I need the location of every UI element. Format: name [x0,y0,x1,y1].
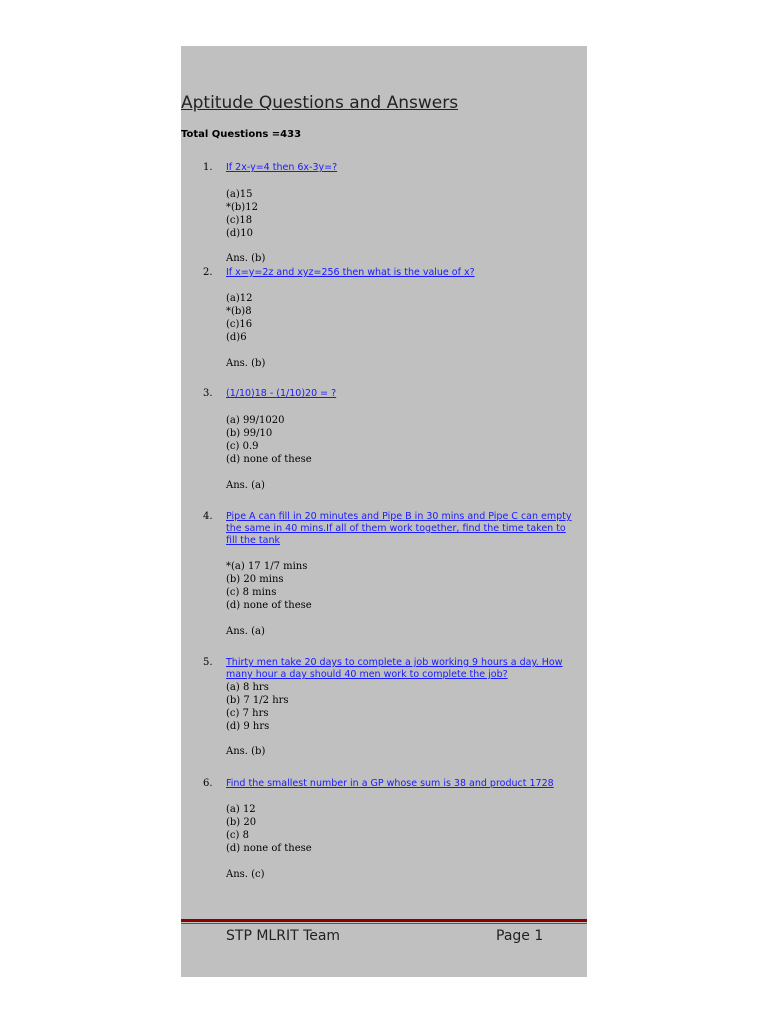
footer-rule [181,919,587,922]
options-list [226,414,312,466]
footer-rule-thin [181,923,587,924]
option-c: (c) 0.9 [226,441,259,452]
options-list [226,803,312,855]
option-a: (a) 8 hrs [226,682,269,693]
document-title: Aptitude Questions and Answers [181,93,459,113]
option-c: (c) 8 [226,830,249,841]
option-b: *(b)12 [226,202,258,213]
answer: Ans. (a) [226,626,265,637]
option-a: (a) 12 [226,804,256,815]
question-number: 3. [203,388,213,399]
question-link[interactable]: (1/10)18 - (1/10)20 = ? [226,388,337,399]
option-b: (b) 7 1/2 hrs [226,695,289,706]
total-questions: Total Questions =433 [181,129,302,140]
option-a: *(a) 17 1/7 mins [226,561,308,572]
option-a: (a) 99/1020 [226,415,285,426]
answer: Ans. (a) [226,480,265,491]
option-a: (a)15 [226,189,253,200]
answer: Ans. (b) [226,358,266,369]
footer-page-number: Page 1 [496,928,544,944]
options-list [226,681,289,733]
question-link[interactable]: Pipe A can fill in 20 minutes and Pipe B in 30 mins and Pipe C can empty the same in 40 mins.If all of them work together, find the time taken to fill the tank [226,511,572,546]
footer-team: STP MLRIT Team [226,928,341,944]
question-link[interactable]: Find the smallest number in a GP whose sum is 38 and product 1728 [226,778,554,789]
question-link[interactable]: Thirty men take 20 days to complete a job working 9 hours a day. How many hour a day should 40 men work to complete the job? [226,657,563,680]
question-number: 6. [203,778,213,789]
option-b: *(b)8 [226,306,252,317]
option-d: (d)10 [226,228,253,239]
option-d: (d) none of these [226,600,312,611]
question-number: 1. [203,162,213,173]
option-c: (c) 7 hrs [226,708,269,719]
question-number: 4. [203,511,213,522]
question-number: 2. [203,267,213,278]
options-list [226,560,312,612]
answer: Ans. (b) [226,253,266,264]
question-link[interactable]: If x=y=2z and xyz=256 then what is the value of x? [226,267,475,278]
question-number: 5. [203,657,213,668]
option-c: (c)16 [226,319,253,330]
option-b: (b) 99/10 [226,428,273,439]
options-list [226,292,253,344]
option-d: (d) 9 hrs [226,721,270,732]
option-d: (d)6 [226,332,247,343]
option-b: (b) 20 mins [226,574,284,585]
document-page [181,46,587,977]
option-c: (c) 8 mins [226,587,277,598]
options-list [226,188,258,240]
option-b: (b) 20 [226,817,257,828]
answer: Ans. (c) [226,869,265,880]
answer: Ans. (b) [226,746,266,757]
option-d: (d) none of these [226,454,312,465]
question-link[interactable]: If 2x-y=4 then 6x-3y=? [226,162,338,173]
option-d: (d) none of these [226,843,312,854]
option-a: (a)12 [226,293,253,304]
option-c: (c)18 [226,215,253,226]
